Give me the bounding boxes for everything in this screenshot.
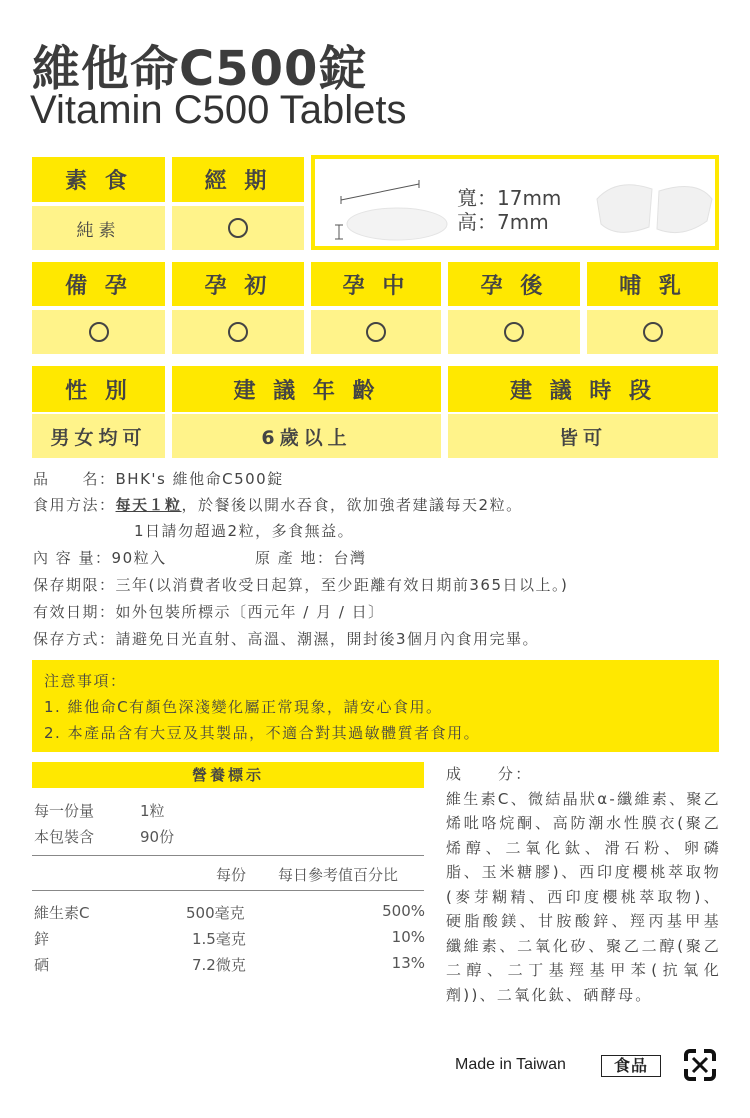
tablet-image-icon	[319, 167, 449, 242]
tablet-dimensions	[457, 186, 561, 234]
usage	[33, 494, 523, 515]
nutrient-dv: 13%	[391, 954, 425, 972]
notice-title: 注意事項：	[44, 672, 127, 690]
vegan-value: 純素	[32, 206, 165, 250]
nutrient-name: 維生素C	[34, 904, 90, 922]
serving-value: 1粒	[140, 802, 165, 820]
pregnancy-prep-header: 備 孕	[32, 262, 165, 306]
product-name: 品 名：BHK's 維他命C500錠	[33, 470, 284, 488]
title-en: Vitamin C500 Tablets	[30, 88, 407, 132]
nutrient-name: 鋅	[34, 930, 50, 948]
gender-header: 性 別	[32, 366, 165, 412]
circle-mark-icon	[504, 322, 524, 342]
split-tablet-image-icon	[587, 169, 717, 244]
time-value: 皆可	[448, 414, 718, 458]
circle-mark-icon	[643, 322, 663, 342]
notice-item: 2. 本產品含有大豆及其製品，不適合對其過敏體質者食用。	[44, 724, 481, 742]
notice-box	[32, 660, 719, 752]
vegan-header: 素 食	[32, 157, 165, 202]
circle-mark-icon	[228, 322, 248, 342]
gender-value: 男女均可	[32, 414, 165, 458]
title-zh: 維他命C500錠	[32, 41, 368, 97]
usage-line2: 1日請勿超過2粒，多食無益。	[134, 522, 355, 540]
serving-label: 每一份量	[34, 802, 95, 820]
usage-label: 食用方法：	[33, 496, 116, 514]
notice-item: 1. 維他命C有顏色深淺變化屬正常現象，請安心食用。	[44, 698, 443, 716]
age-header: 建 議 年 齡	[172, 366, 441, 412]
divider	[32, 855, 424, 856]
nutrient-dv: 500%	[382, 902, 425, 920]
late-pregnancy-value	[448, 310, 580, 354]
storage: 保存方式：請避免日光直射、高溫、潮濕，開封後3個月內食用完畢。	[33, 630, 540, 648]
early-pregnancy-header: 孕 初	[172, 262, 304, 306]
recycling-icon	[684, 1049, 716, 1081]
nutrition-title: 營養標示	[32, 762, 424, 788]
mid-pregnancy-value	[311, 310, 441, 354]
col-per-serving: 每份	[216, 866, 247, 884]
age-value: 6歲以上	[172, 414, 441, 458]
shelf-life: 保存期限：三年(以消費者收受日起算，至少距離有效日期前365日以上。)	[33, 576, 569, 594]
tablet-width: 寬：17mm	[457, 186, 562, 210]
circle-mark-icon	[228, 218, 248, 238]
pack-value: 90份	[140, 828, 175, 846]
ingredients-text: 維生素C、微結晶狀α-纖維素、聚乙烯吡咯烷酮、高防潮水性膜衣(聚乙烯醇、二氧化鈦、滑石粉、卵磷脂、玉米糖膠)、西印度櫻桃萃取物(麥芽糊精、西印度櫻桃萃取物)、硬脂酸鎂、甘胺酸鋅、羥丙基甲基纖維素、二氧化矽、聚乙二醇(聚乙二醇、二丁基羥基甲苯(抗氧化劑))、二氧化鈦、硒酵母。	[446, 789, 721, 1004]
nutrient-dv: 10%	[391, 928, 425, 946]
breastfeeding-value	[587, 310, 718, 354]
breastfeeding-header: 哺 乳	[587, 262, 718, 306]
pregnancy-prep-value	[32, 310, 165, 354]
pack-label: 本包裝含	[34, 828, 95, 846]
usage-rest: ，於餐後以開水吞食，欲加強者建議每天2粒。	[181, 496, 523, 514]
usage-dose: 每天１粒	[115, 496, 182, 514]
early-pregnancy-value	[172, 310, 304, 354]
ingredients	[446, 762, 721, 1007]
period-header: 經 期	[172, 157, 304, 202]
nutrient-amount: 500毫克	[186, 904, 245, 922]
nutrient-name: 硒	[34, 956, 50, 974]
circle-mark-icon	[89, 322, 109, 342]
ingredients-label: 成 分：	[446, 765, 533, 783]
made-in-taiwan: Made in Taiwan	[455, 1056, 566, 1073]
origin: 原 產 地：台灣	[255, 549, 367, 567]
time-header: 建 議 時 段	[448, 366, 718, 412]
nutrient-amount: 7.2微克	[192, 956, 246, 974]
late-pregnancy-header: 孕 後	[448, 262, 580, 306]
divider	[32, 890, 424, 891]
mid-pregnancy-header: 孕 中	[311, 262, 441, 306]
col-daily-value: 每日參考值百分比	[278, 866, 399, 884]
nutrient-amount: 1.5毫克	[192, 930, 246, 948]
expiry: 有效日期：如外包裝所標示〔西元年 / 月 / 日〕	[33, 603, 385, 621]
tablet-height: 高：7mm	[457, 210, 549, 234]
circle-mark-icon	[366, 322, 386, 342]
content-amount: 內 容 量：90粒入	[33, 549, 167, 567]
period-value	[172, 206, 304, 250]
food-mark: 食品	[601, 1055, 661, 1077]
